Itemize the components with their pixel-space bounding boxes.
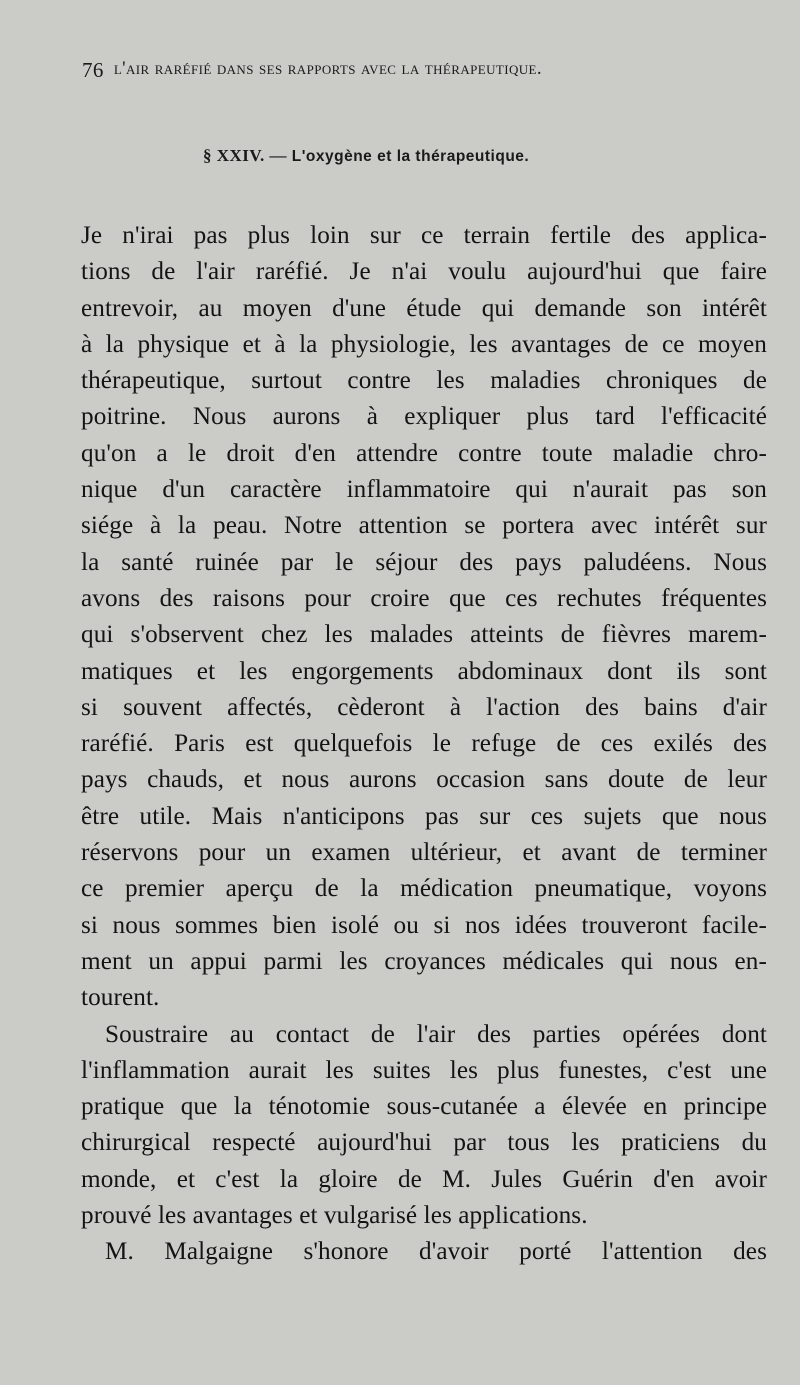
text-line: tourent. (81, 984, 160, 1012)
text-line: poitrine. Nous aurons à expliquer plus tard l'efficacité (81, 403, 767, 431)
section-separator: — (269, 146, 288, 165)
text-line: pratique que la ténotomie sous-cutanée a élevée en principe (81, 1093, 767, 1121)
section-number: § XXIV. (203, 146, 265, 165)
text-line: chirurgical respecté aujourd'hui par tous les praticiens du (81, 1129, 767, 1157)
text-line: à la physique et à la physiologie, les avantages de ce moyen (81, 330, 767, 358)
text-line: si souvent affectés, cèderont à l'action des bains d'air (81, 693, 767, 721)
text-line: Je n'irai pas plus loin sur ce terrain fertile des applica- (81, 222, 767, 249)
running-head (82, 58, 762, 83)
text-line: réservons pour un examen ultérieur, et avant de terminer (81, 839, 767, 867)
text-line: ment un appui parmi les croyances médicales qui nous en- (81, 947, 767, 975)
text-line: la santé ruinée par le séjour des pays paludéens. Nous (81, 548, 767, 576)
text-line: prouvé les avantages et vulgarisé les applications. (81, 1202, 588, 1230)
text-line: être utile. Mais n'anticipons pas sur ces sujets que nous (81, 802, 767, 830)
running-title: l'air raréfié dans ses rapports avec la thérapeutique. (113, 58, 543, 79)
text-line: avons des raisons pour croire que ces rechutes fréquentes (81, 584, 767, 612)
text-line: qui s'observent chez les malades atteints de fièvres marem- (81, 621, 767, 649)
text-line: l'inflammation aurait les suites les plus funestes, c'est une (81, 1056, 767, 1084)
section-title: L'oxygène et la thérapeutique. (291, 148, 530, 165)
section-heading (203, 146, 529, 166)
text-line: entrevoir, au moyen d'une étude qui demande son intérêt (81, 294, 767, 322)
text-line: ce premier aperçu de la médication pneumatique, voyons (81, 875, 767, 903)
text-line: Soustraire au contact de l'air des parties opérées dont (105, 1020, 767, 1048)
text-line: raréfié. Paris est quelquefois le refuge de ces exilés des (81, 730, 767, 758)
text-line: monde, et c'est la gloire de M. Jules Guérin d'en avoir (81, 1165, 767, 1193)
text-line: pays chauds, et nous aurons occasion sans doute de leur (81, 766, 767, 794)
text-line: siége à la peau. Notre attention se portera avec intérêt sur (81, 512, 767, 540)
text-line: tions de l'air raréfié. Je n'ai voulu aujourd'hui que faire (81, 258, 767, 286)
text-line: qu'on a le droit d'en attendre contre toute maladie chro- (81, 439, 767, 467)
page-number: 76 (82, 58, 104, 82)
text-line: matiques et les engorgements abdominaux dont ils sont (81, 657, 767, 685)
text-line: M. Malgaigne s'honore d'avoir porté l'attention des (105, 1238, 767, 1266)
text-line: thérapeutique, surtout contre les maladies chroniques de (81, 367, 767, 395)
text-line: nique d'un caractère inflammatoire qui n'aurait pas son (81, 476, 767, 504)
body-text (81, 218, 767, 1271)
text-line: si nous sommes bien isolé ou si nos idées trouveront facile- (81, 911, 767, 939)
